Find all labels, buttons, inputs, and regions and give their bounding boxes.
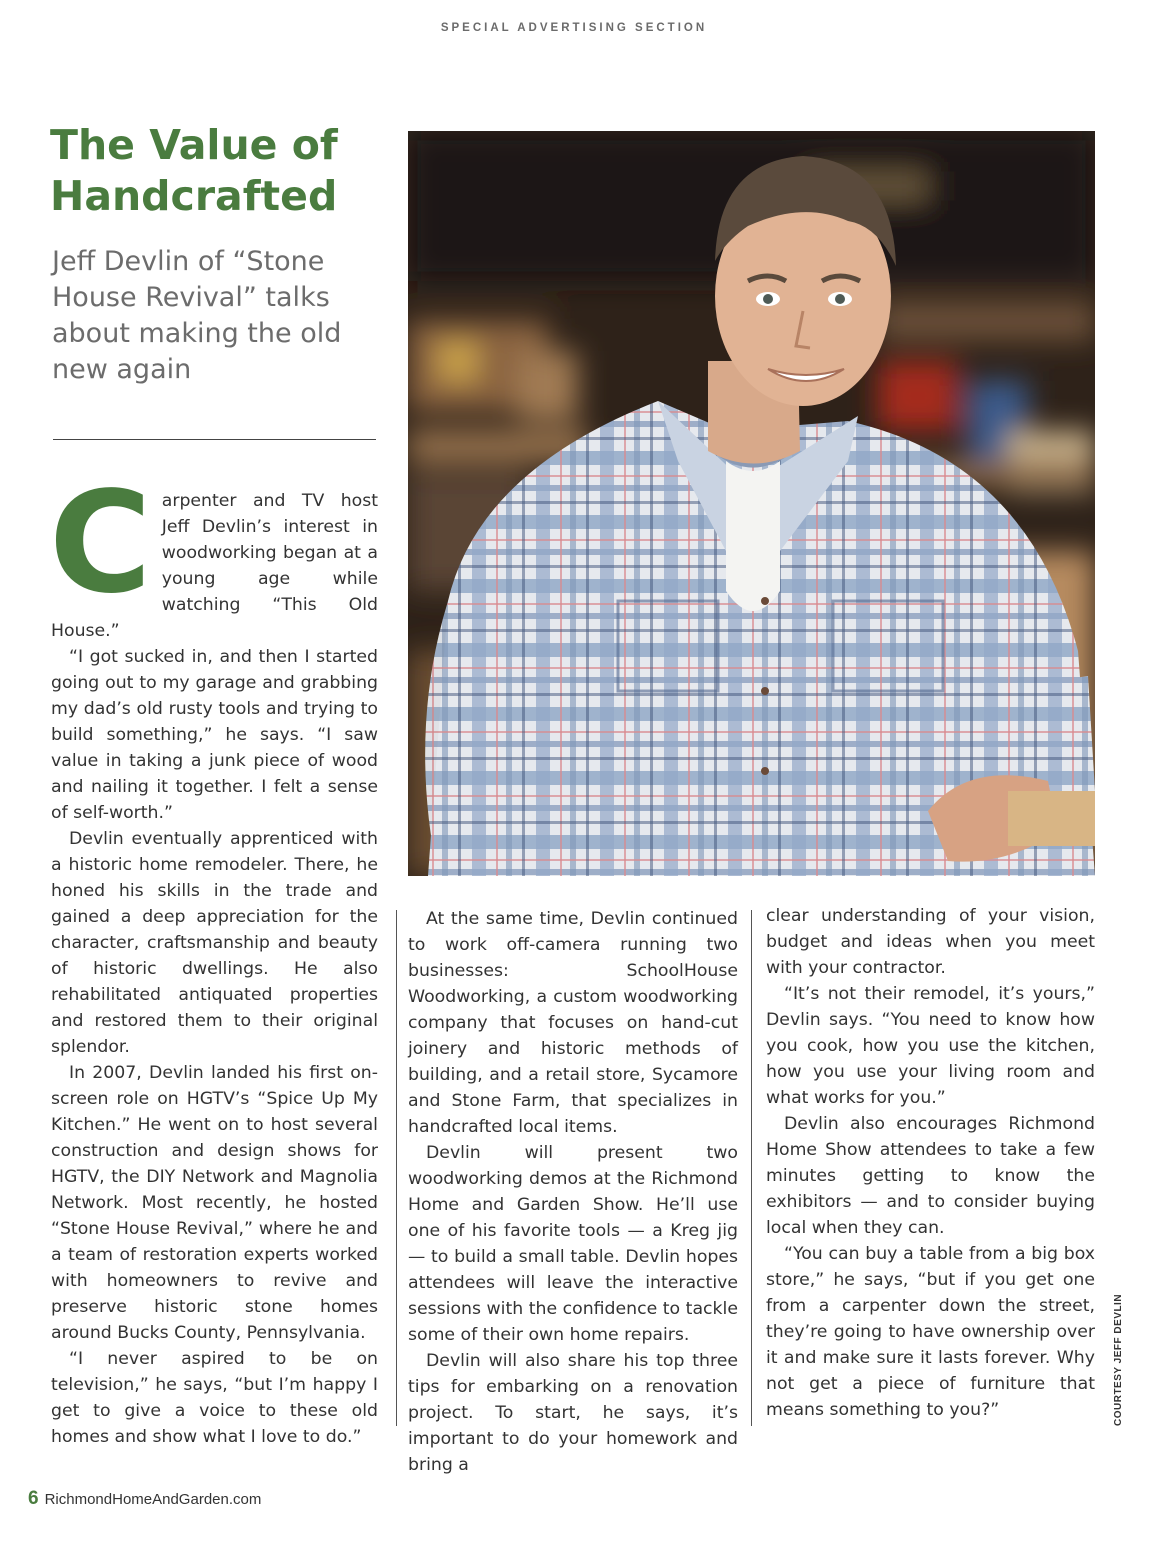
article-title: The Value of Handcrafted xyxy=(50,121,338,220)
column-divider xyxy=(396,910,397,1426)
article-column-2 xyxy=(408,906,738,1478)
paragraph: “You can buy a table from a big box store,” he says, “but if you get one from a carpenter down the street, they’re going to have ownership over it and make sure it lasts forever. Why not get a piece of furniture that means something to you?” xyxy=(766,1244,1095,1420)
drop-cap: C xyxy=(49,462,152,625)
section-label: SPECIAL ADVERTISING SECTION xyxy=(440,22,708,34)
photo-credit-text: COURTESY JEFF DEVLIN xyxy=(1113,1293,1124,1426)
portrait-photo xyxy=(408,131,1095,876)
paragraph: “I never aspired to be on television,” he says, “but I’m happy I get to give a voice to these old homes and show what I love to do.” xyxy=(51,1349,378,1447)
paragraph: Devlin eventually apprenticed with a historic home remodeler. There, he honed his skills in the trade and gained a deep appreciation for the character, craftsmanship and beauty of historic dwellings. He also rehabilitated antiquated properties and restored them to their original splendor. xyxy=(51,829,378,1057)
paragraph: clear understanding of your vision, budget and ideas when you meet with your contractor. xyxy=(766,906,1095,978)
paragraph: Devlin also encourages Richmond Home Show attendees to take a few minutes getting to know the exhibitors — and to consider buying local when they can. xyxy=(766,1114,1095,1238)
footer-website: RichmondHomeAndGarden.com xyxy=(44,1491,262,1508)
paragraph: arpenter and TV host Jeff Devlin’s interest in woodworking began at a young age while watching “This Old House.” xyxy=(51,491,378,641)
paragraph: At the same time, Devlin continued to work off-camera running two businesses: SchoolHouse Woodworking, a custom woodworking company that focuses on hand-cut joinery and historic methods of building, and a retail store, Sycamore and Stone Farm, that specializes in handcrafted local items. xyxy=(408,909,738,1137)
paragraph: Devlin will present two woodworking demos at the Richmond Home and Garden Show. He’ll use one of his favorite tools — a Kreg jig — to build a small table. Devlin hopes attendees will leave the interactive sessions with the confidence to tackle some of their own home repairs. xyxy=(408,1143,738,1345)
photo-credit xyxy=(1113,1293,1127,1426)
title-divider xyxy=(53,439,376,440)
paragraph: “I got sucked in, and then I started going out to my garage and grabbing my dad’s old rusty tools and trying to build something,” he says. “I saw value in taking a junk piece of wood and nailing it together. I felt a sense of self-worth.” xyxy=(51,647,378,823)
paragraph: “It’s not their remodel, it’s yours,” Devlin says. “You need to know how you cook, how you use the kitchen, how you use your living room and what works for you.” xyxy=(766,984,1095,1108)
paragraph: Devlin will also share his top three tips for embarking on a renovation project. To start, he says, it’s important to do your homework and bring a xyxy=(408,1351,738,1475)
article-column-1 xyxy=(49,462,378,1450)
article-subtitle: Jeff Devlin of “Stone House Revival” talks about making the old new again xyxy=(52,246,342,385)
paragraph: In 2007, Devlin landed his first on-screen role on HGTV’s “Spice Up My Kitchen.” He went on to host several construction and design shows for HGTV, the DIY Network and Magnolia Network. Most recently, he hosted “Stone House Revival,” where he and a team of restoration experts worked with homeowners to revive and preserve historic stone homes around Bucks County, Pennsylvania. xyxy=(51,1063,378,1343)
page-footer xyxy=(28,1488,261,1510)
article-column-3 xyxy=(766,903,1095,1423)
page-number: 6 xyxy=(28,1488,39,1509)
column-divider xyxy=(751,910,752,1426)
